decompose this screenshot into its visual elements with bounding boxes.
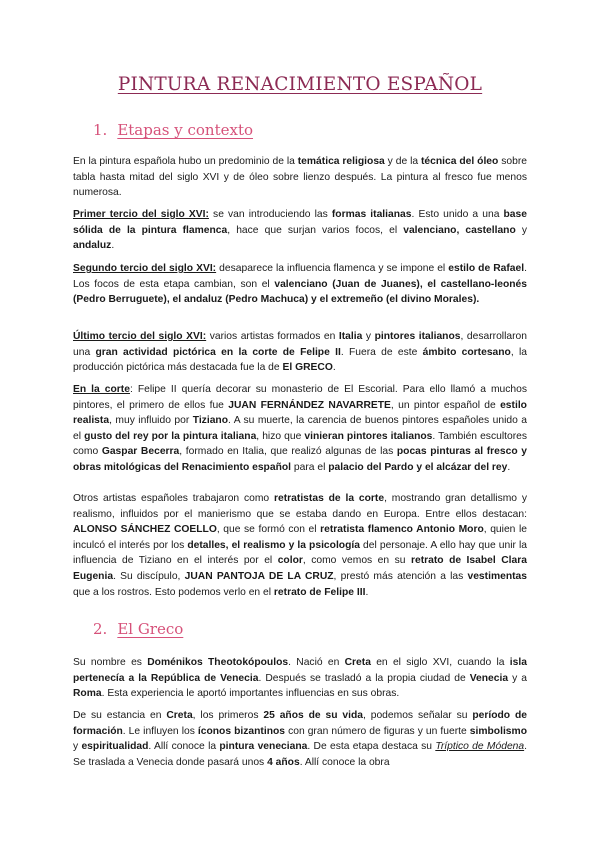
bold-text: 25 años de su vida	[263, 710, 363, 721]
text-run: . Se traslada a Venecia donde pasará unos	[73, 741, 527, 768]
text-run: varios artistas formados en	[206, 331, 339, 342]
text-run: .	[507, 461, 511, 473]
paragraph	[73, 261, 527, 308]
text-run: Otros artistas españoles trabajaron como	[73, 493, 274, 504]
bold-text: gusto del rey por la pintura italiana	[84, 430, 257, 442]
bold-text: color	[277, 555, 303, 567]
text-run: , como vemos en su	[302, 555, 411, 567]
text-run: . Esto unido a una	[411, 209, 504, 220]
paragraph	[73, 382, 527, 476]
bold-text: íconos bizantinos	[197, 725, 286, 737]
text-run: . Esta experiencia le aportó importantes influencias en sus obras.	[101, 688, 400, 700]
bold-text: pintores italianos	[374, 331, 461, 342]
text-run: Su nombre es	[73, 657, 148, 668]
underlined-lead: Primer tercio del siglo XVI:	[73, 209, 209, 220]
bold-text: isla pertenecía a la República de Venecia	[73, 657, 527, 684]
bold-text: pocas pinturas al fresco y obras mitológicas del Renacimiento español	[73, 446, 527, 473]
bold-text: estilo realista	[73, 399, 527, 427]
bold-text: vestimentas	[467, 570, 527, 582]
text-run: , desarrollaron una	[73, 331, 527, 358]
bold-text: espiritualidad	[81, 741, 149, 753]
bold-text: Venecia	[469, 672, 509, 684]
underlined-lead: Segundo tercio del siglo XVI:	[73, 263, 217, 274]
bold-text: El GRECO	[282, 362, 333, 374]
text-run: , hace que surjan varios focos, el	[227, 224, 404, 236]
bold-text: Doménikos Theotokópoulos	[147, 657, 289, 668]
text-run: . Nació en	[288, 657, 345, 668]
text-run: . Fuera de este	[340, 346, 423, 358]
text-run: con gran número de figuras y un fuerte	[285, 725, 470, 737]
bold-text: detalles, el realismo y la psicología	[187, 539, 360, 551]
text-run: .	[365, 586, 369, 598]
bold-text: 4 años	[267, 756, 300, 768]
text-run: , podemos señalar su	[362, 710, 473, 721]
text-run: que a los rostros. Esto podemos verlo en el	[73, 586, 274, 598]
bold-text: JUAN FERNÁNDEZ NAVARRETE	[228, 399, 391, 411]
text-run: y	[73, 741, 82, 753]
text-run: : Felipe II quería decorar su monasterio de El Escorial. Para ello llamó a muchos pintores, el primero de ellos fue	[73, 384, 527, 411]
bold-text: pintura veneciana	[219, 741, 308, 753]
text-run: y a	[508, 672, 527, 684]
bold-text: valenciano (Juan de Juanes), el castellano-leonés (Pedro Berruguete), el andaluz (Pedro Machuca) y el extremeño (el divino Morales).	[73, 278, 527, 306]
bold-text: Gaspar Becerra	[101, 446, 180, 458]
text-run: . Después se trasladó a la propia ciudad de	[258, 672, 470, 684]
bold-text: Tiziano	[192, 415, 228, 427]
bold-text: valenciano, castellano	[403, 224, 516, 236]
bold-text: base sólida de la pintura flamenca	[73, 209, 527, 236]
bold-text: retrato de Isabel Clara Eugenia	[73, 555, 527, 582]
text-run: y	[515, 224, 527, 236]
section-title: El Greco	[117, 620, 184, 638]
bold-text: palacio del Pardo y el alcázar del rey	[328, 461, 508, 473]
bold-text: ALONSO SÁNCHEZ COELLO	[73, 524, 217, 536]
text-run: , un pintor español de	[390, 399, 501, 411]
text-run: , formado en Italia, que realizó algunas de las	[179, 446, 397, 458]
text-run: , muy influido por	[109, 415, 193, 427]
text-run: En la pintura española hubo un predominio de la	[73, 156, 298, 167]
section-heading-1	[93, 121, 253, 139]
text-run: , hizo que	[256, 430, 305, 442]
bold-text: vinieran pintores italianos	[304, 430, 433, 442]
paragraph	[73, 655, 527, 702]
section-heading-2	[93, 620, 183, 638]
text-run: . Allí conoce la	[148, 741, 220, 753]
section-number: 1.	[93, 121, 108, 139]
text-run: , prestó más atención a las	[333, 570, 468, 582]
text-run: . De esta etapa destaca su	[307, 741, 436, 753]
text-run: . A su muerte, la carencia de buenos pintores españoles unido a el	[73, 415, 527, 442]
document-title: PINTURA RENACIMIENTO ESPAÑOL	[117, 74, 483, 95]
text-run: se van introduciendo las	[208, 209, 332, 220]
text-run: y de la	[384, 156, 421, 167]
bold-text: formas italianas	[331, 209, 412, 220]
text-run: , los primeros	[192, 710, 264, 721]
text-run: . Le influyen los	[122, 725, 198, 737]
bold-text: Italia	[338, 331, 363, 342]
paragraph	[73, 154, 527, 201]
text-run: .	[332, 362, 336, 374]
text-run: sobre tabla hasta mitad del siglo XVI y de óleo sobre lienzo después. La pintura al fresco fue menos numerosa.	[73, 156, 527, 199]
text-run: del personaje. A ello hay que unir la influencia de Tiziano en el interés por el	[73, 539, 527, 567]
bold-text: Roma	[73, 688, 102, 700]
text-run: . También escultores como	[73, 430, 527, 458]
bold-text: técnica del óleo	[421, 156, 499, 167]
text-run: De su estancia en	[73, 710, 167, 721]
paragraph	[73, 708, 527, 770]
text-run: . Allí conoce la obra	[299, 756, 390, 768]
text-run: .	[111, 240, 115, 252]
bold-text: retrato de Felipe III	[273, 586, 366, 598]
text-run: en el siglo XVI, cuando la	[370, 657, 510, 668]
text-run: , la producción pictórica más destacada fue la de	[73, 346, 528, 374]
text-run: y	[362, 331, 375, 342]
text-run: desaparece la influencia flamenca y se impone el	[216, 263, 449, 274]
underlined-lead: Último tercio del siglo XVI:	[73, 331, 207, 342]
bold-text: temática religiosa	[297, 156, 385, 167]
paragraph	[73, 329, 527, 376]
bold-text: Creta	[166, 710, 193, 721]
bold-text: período de formación	[73, 710, 527, 737]
bold-text: andaluz	[73, 240, 112, 252]
text-run: . Su discípulo,	[113, 570, 185, 582]
text-run: , quien le inculcó el interés por los	[73, 524, 527, 551]
section-number: 2.	[93, 620, 108, 638]
bold-text: estilo de Rafael	[448, 263, 525, 274]
text-run: . Los focos de esta etapa cambian, son el	[73, 263, 527, 290]
bold-text: retratista flamenco Antonio Moro	[320, 524, 484, 536]
bold-text: retratistas de la corte	[274, 493, 385, 504]
italic-text: Tríptico de Módena	[435, 741, 525, 753]
bold-text: Creta	[344, 657, 371, 668]
text-run: , mostrando gran detallismo y realismo, influidos por el manierismo que se estaba dando en Europa. Entre ellos destacan:	[73, 493, 527, 520]
text-run: para el	[291, 461, 329, 473]
bold-text: simbolismo	[469, 725, 527, 737]
text-run: , que se formó con el	[216, 524, 321, 536]
bold-text: JUAN PANTOJA DE LA CRUZ	[184, 570, 334, 582]
bold-text: ámbito cortesano	[422, 346, 511, 358]
section-title: Etapas y contexto	[117, 121, 254, 139]
paragraph	[73, 207, 527, 254]
underlined-lead: En la corte	[73, 384, 130, 395]
paragraph	[73, 491, 527, 600]
bold-text: gran actividad pictórica en la corte de Felipe II	[95, 346, 341, 358]
